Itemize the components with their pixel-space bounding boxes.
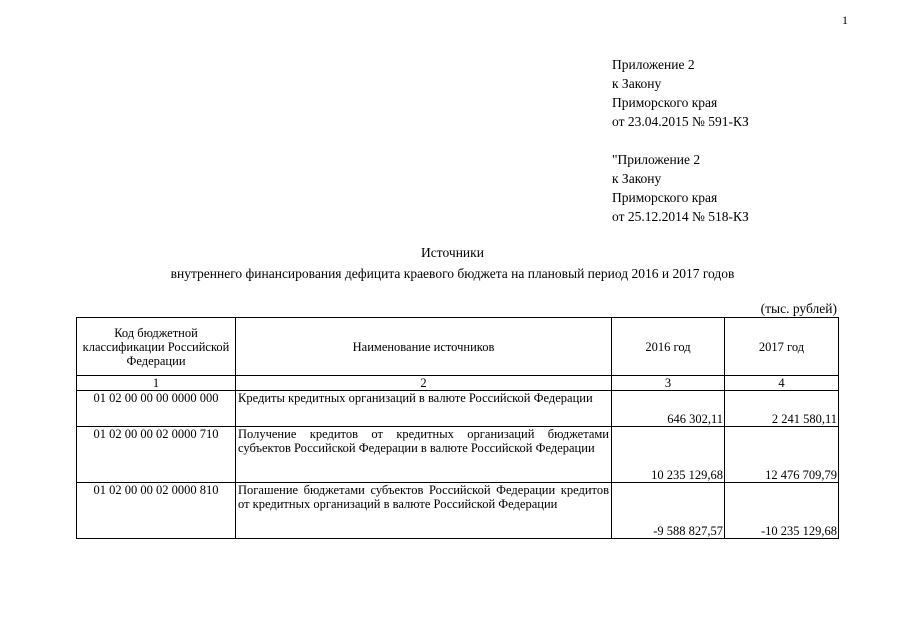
document-title: Источники xyxy=(421,245,484,260)
column-number-row xyxy=(77,376,839,391)
table-row xyxy=(77,391,839,427)
annex-line: Приложение 2 xyxy=(612,57,695,72)
row-value-2017: 2 241 580,11 xyxy=(725,391,839,427)
annex-line: от 25.12.2014 № 518-КЗ xyxy=(612,209,749,224)
annex-reference-new xyxy=(612,55,749,131)
table-header-row xyxy=(77,318,839,376)
annex-line: Приморского края xyxy=(612,95,718,110)
page-number: 1 xyxy=(842,13,848,27)
annex-line: к Закону xyxy=(612,171,662,186)
sources-table xyxy=(76,317,839,539)
annex-line: к Закону xyxy=(612,76,662,91)
row-code: 01 02 00 00 02 0000 710 xyxy=(77,427,236,483)
row-code: 01 02 00 00 02 0000 810 xyxy=(77,483,236,539)
row-name: Получение кредитов от кредитных организаций бюджетами субъектов Российской Федерации в валюте Российской Федерации xyxy=(236,427,612,483)
unit-note: (тыс. рублей) xyxy=(760,301,837,316)
header-name: Наименование источников xyxy=(236,318,612,376)
row-code: 01 02 00 00 00 0000 000 xyxy=(77,391,236,427)
header-code: Код бюджетной классификации Российской Федерации xyxy=(77,318,236,376)
annex-line: "Приложение 2 xyxy=(612,152,701,167)
row-value-2017: -10 235 129,68 xyxy=(725,483,839,539)
row-value-2016: 10 235 129,68 xyxy=(612,427,725,483)
column-number: 3 xyxy=(612,376,725,391)
row-name: Кредиты кредитных организаций в валюте Российской Федерации xyxy=(236,391,612,427)
header-2016: 2016 год xyxy=(612,318,725,376)
column-number: 1 xyxy=(77,376,236,391)
annex-line: от 23.04.2015 № 591-КЗ xyxy=(612,114,749,129)
table-row xyxy=(77,427,839,483)
annex-reference-old xyxy=(612,150,749,226)
document-subtitle: внутреннего финансирования дефицита краевого бюджета на плановый период 2016 и 2017 годов xyxy=(170,266,735,281)
annex-line: Приморского края xyxy=(612,190,718,205)
table-row xyxy=(77,483,839,539)
row-value-2016: 646 302,11 xyxy=(612,391,725,427)
row-value-2016: -9 588 827,57 xyxy=(612,483,725,539)
row-name: Погашение бюджетами субъектов Российской Федерации кредитов от кредитных организаций в валюте Российской Федерации xyxy=(236,483,612,539)
column-number: 2 xyxy=(236,376,612,391)
header-2017: 2017 год xyxy=(725,318,839,376)
column-number: 4 xyxy=(725,376,839,391)
row-value-2017: 12 476 709,79 xyxy=(725,427,839,483)
